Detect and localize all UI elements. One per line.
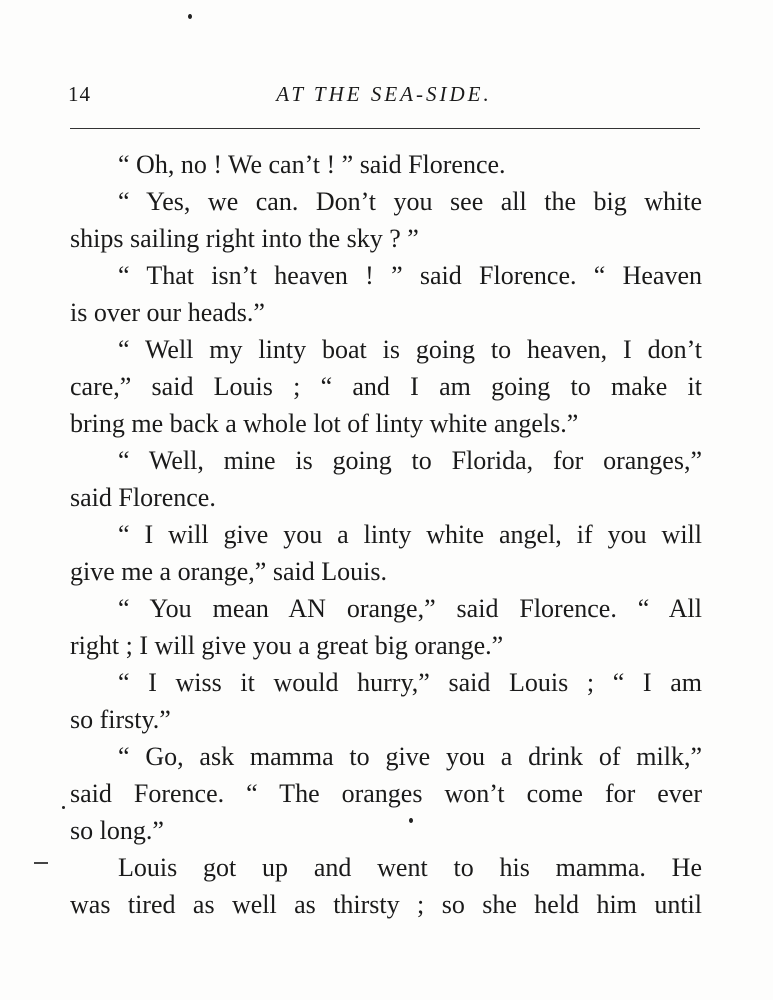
ink-speck <box>62 806 65 809</box>
text-line: give me a orange,” said Louis. <box>70 557 387 586</box>
text-line: ships sailing right into the sky ? ” <box>70 224 419 253</box>
running-head <box>68 82 700 112</box>
text-line: “ You mean AN orange,” said Florence. “ All <box>118 594 702 623</box>
text-line: “ I will give you a linty white angel, if you will <box>118 520 702 549</box>
text-line: “ Well my linty boat is going to heaven, I don’t <box>118 335 702 364</box>
text-line: “ Oh, no ! We can’t ! ” said Florence. <box>118 150 506 179</box>
ink-speck <box>188 14 192 19</box>
text-line: right ; I will give you a great big orange.” <box>70 631 504 660</box>
text-line: so long.” <box>70 816 164 845</box>
page-number: 14 <box>68 82 91 106</box>
margin-mark <box>34 862 48 864</box>
text-line: said Florence. <box>70 483 216 512</box>
text-line: “ Well, mine is going to Florida, for oranges,” <box>118 446 702 475</box>
body-text <box>70 146 702 923</box>
text-line: so firsty.” <box>70 705 171 734</box>
text-line: bring me back a whole lot of linty white angels.” <box>70 409 579 438</box>
text-line: “ Yes, we can. Don’t you see all the big white <box>118 187 702 216</box>
ink-speck <box>409 818 413 823</box>
text-line: was tired as well as thirsty ; so she held him until <box>70 890 702 919</box>
header-rule <box>70 128 700 129</box>
text-line: “ I wiss it would hurry,” said Louis ; “ I am <box>118 668 702 697</box>
text-line: is over our heads.” <box>70 298 265 327</box>
text-line: care,” said Louis ; “ and I am going to make it <box>70 372 702 401</box>
text-line: “ That isn’t heaven ! ” said Florence. “ Heaven <box>118 261 702 290</box>
text-line: said Forence. “ The oranges won’t come for ever <box>70 779 702 808</box>
text-line: “ Go, ask mamma to give you a drink of milk,” <box>118 742 702 771</box>
text-line: Louis got up and went to his mamma. He <box>118 853 702 882</box>
running-title: AT THE SEA-SIDE. <box>276 82 492 106</box>
